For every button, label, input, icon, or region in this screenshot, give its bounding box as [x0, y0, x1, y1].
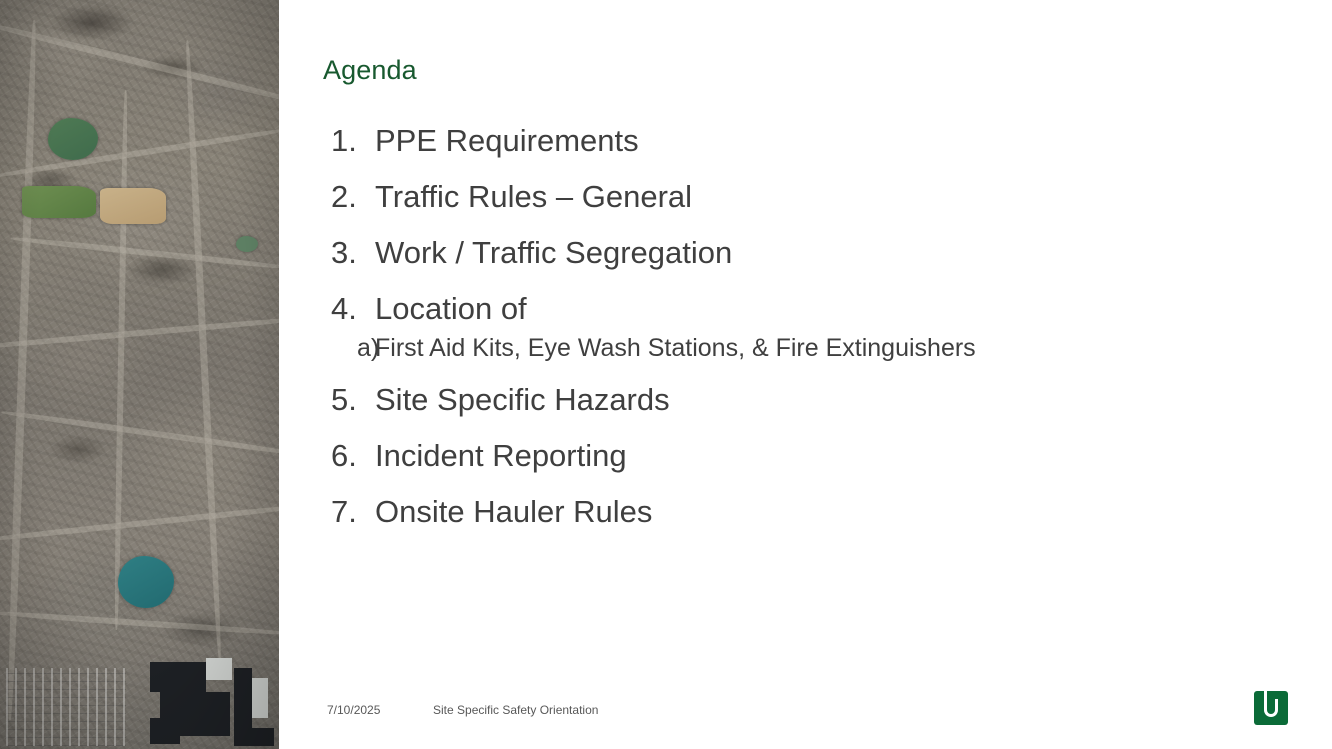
list-item	[323, 122, 1292, 160]
list-item-label: Site Specific Hazards	[375, 382, 670, 417]
slide-content	[279, 0, 1332, 749]
logo-mark	[1264, 699, 1278, 717]
list-item-number: 4.	[331, 291, 357, 326]
list-item-number: 5.	[331, 382, 357, 417]
list-item-number: 7.	[331, 494, 357, 529]
list-item-number: 2.	[331, 179, 357, 214]
list-item	[323, 234, 1292, 272]
list-item-label: Work / Traffic Segregation	[375, 235, 733, 270]
list-item-number: 6.	[331, 438, 357, 473]
agenda-list	[323, 122, 1292, 549]
list-item-label: Traffic Rules – General	[375, 179, 693, 214]
list-item-number: 1.	[331, 123, 357, 158]
aerial-quarry-photo	[0, 0, 279, 749]
footer-subject: Site Specific Safety Orientation	[433, 703, 599, 717]
company-logo-icon	[1254, 691, 1288, 725]
list-item	[323, 290, 1292, 328]
page-title: Agenda	[323, 55, 417, 85]
list-item	[323, 178, 1292, 216]
footer-date: 7/10/2025	[327, 703, 381, 717]
list-item	[323, 493, 1292, 531]
list-item-label: Incident Reporting	[375, 438, 627, 473]
list-sub-item-label: First Aid Kits, Eye Wash Stations, & Fire Extinguishers	[375, 334, 976, 362]
list-item	[323, 381, 1292, 419]
list-item	[323, 437, 1292, 475]
list-sub-item-number: a)	[357, 334, 380, 362]
list-item-label: PPE Requirements	[375, 123, 639, 158]
list-item-number: 3.	[331, 235, 357, 270]
list-item-label: Onsite Hauler Rules	[375, 494, 653, 529]
list-sub-item	[323, 332, 1292, 365]
list-item-label: Location of	[375, 291, 527, 326]
photo-vignette	[0, 0, 279, 749]
